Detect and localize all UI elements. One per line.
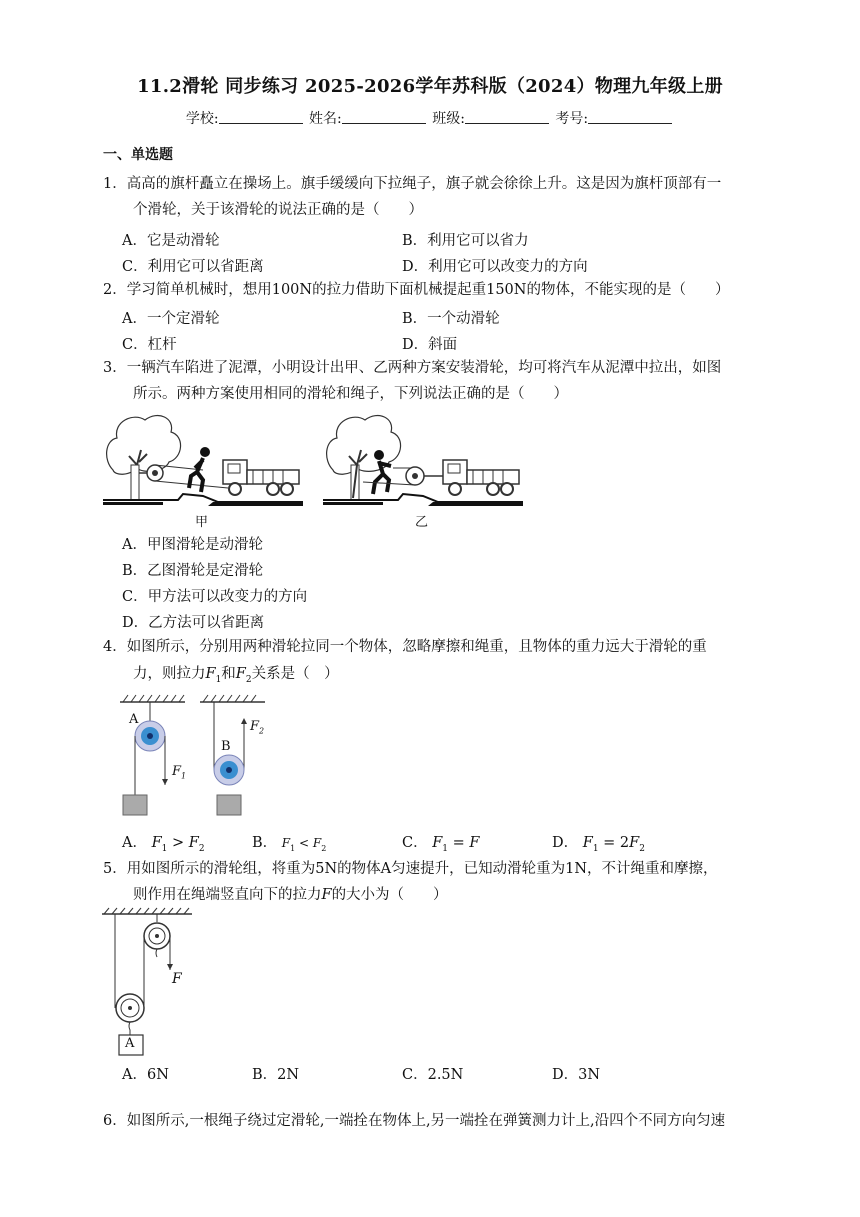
question-3-line2: 所示。两种方案使用相同的滑轮和绳子，下列说法正确的是（ ） [133,386,568,402]
q4-option-d[interactable]: D． $F_1 = 2F_2$ [552,835,645,854]
question-5-line1: 5．用如图所示的滑轮组，将重为5N的物体A匀速提升，已知动滑轮重为1N，不计绳重和摩擦， [103,861,718,877]
exam-number-label: 考号: [555,111,589,127]
question-number: 1． [103,176,127,192]
q1-option-d[interactable]: D．利用它可以改变力的方向 [402,259,588,275]
question-5-line2: 则作用在绳端竖直向下的拉力F的大小为（ ） [133,887,448,903]
q3-option-a[interactable]: A．甲图滑轮是动滑轮 [122,537,263,553]
section-heading: 一、单选题 [103,147,173,163]
question-6-line1: 6．如图所示,一根绳子绕过定滑轮,一端拴在物体上,另一端拴在弹簧测力计上,沿四个不同方向匀速 [103,1113,726,1129]
school-label: 学校: [185,111,219,127]
question-number: 5． [103,861,127,877]
question-2-line1: 2．学习简单机械时，想用100N的拉力借助下面机械提起重150N的物体，不能实现的是（ ） [103,282,730,298]
q3-figure-yi [323,410,523,510]
q3-option-d[interactable]: D．乙方法可以省距离 [122,615,265,631]
student-info-line [0,108,860,128]
question-4-line2: 力，则拉力$F_1$和$F_2$关系是（ ） [133,666,339,685]
q5-object-a-label: A [125,1036,135,1051]
q3-figure-jia-label: 甲 [195,515,209,530]
class-label: 班级: [432,111,465,127]
q1-option-b[interactable]: B．利用它可以省力 [402,233,529,249]
q2-option-a[interactable]: A．一个定滑轮 [122,311,220,327]
q2-option-b[interactable]: B．一个动滑轮 [402,311,500,327]
q1-option-a[interactable]: A．它是动滑轮 [122,233,220,249]
name-blank[interactable] [342,111,426,124]
page-title: 11.2滑轮 同步练习 2025-2026学年苏科版（2024）物理九年级上册 [137,76,723,97]
q3-option-b[interactable]: B．乙图滑轮是定滑轮 [122,563,264,579]
q3-option-c[interactable]: C．甲方法可以改变力的方向 [122,589,308,605]
question-1-line2: 个滑轮，关于该滑轮的说法正确的是（ ） [133,202,423,218]
q2-option-d[interactable]: D．斜面 [402,337,458,353]
q5-option-b[interactable]: B．2N [252,1067,300,1083]
school-blank[interactable] [219,111,303,124]
question-number: 4． [103,639,127,655]
question-number: 6． [103,1113,127,1129]
q5-option-d[interactable]: D．3N [552,1067,601,1083]
question-4-line1: 4．如图所示，分别用两种滑轮拉同一个物体，忽略摩擦和绳重，且物体的重力远大于滑轮的重 [103,639,707,655]
q4-option-a[interactable]: A． $F_1 > F_2$ [122,835,205,854]
q2-option-c[interactable]: C．杠杆 [122,337,177,353]
q3-figure-jia [103,410,303,510]
q3-figure-yi-label: 乙 [415,515,429,530]
q4-pulley-figure [115,690,275,820]
q4-option-b[interactable]: B． $F_1 < F_2$ [252,835,327,853]
q4-option-c[interactable]: C． $F_1 = F$ [402,835,480,854]
exam-number-blank[interactable] [588,111,672,124]
question-3-line1: 3．一辆汽车陷进了泥潭，小明设计出甲、乙两种方案安装滑轮，均可将汽车从泥潭中拉出，如图 [103,360,722,376]
question-number: 2． [103,282,127,298]
q4-pulley-b-label: B [221,739,231,754]
question-1-line1: 1．高高的旗杆矗立在操场上。旗手缓缓向下拉绳子，旗子就会徐徐上升。这是因为旗杆顶部有一 [103,176,722,192]
q4-pulley-a-label: A [129,712,139,727]
q1-option-c[interactable]: C．利用它可以省距离 [122,259,264,275]
name-label: 姓名: [309,111,342,127]
question-number: 3． [103,360,127,376]
class-blank[interactable] [465,111,549,124]
q4-force-f1-label: $F_1$ [172,764,187,781]
q5-option-c[interactable]: C．2.5N [402,1067,464,1083]
q5-force-label: F [172,971,182,987]
q4-force-f2-label: $F_2$ [250,719,265,736]
q5-option-a[interactable]: A．6N [122,1067,169,1083]
q5-pulley-block-figure [100,908,200,1058]
